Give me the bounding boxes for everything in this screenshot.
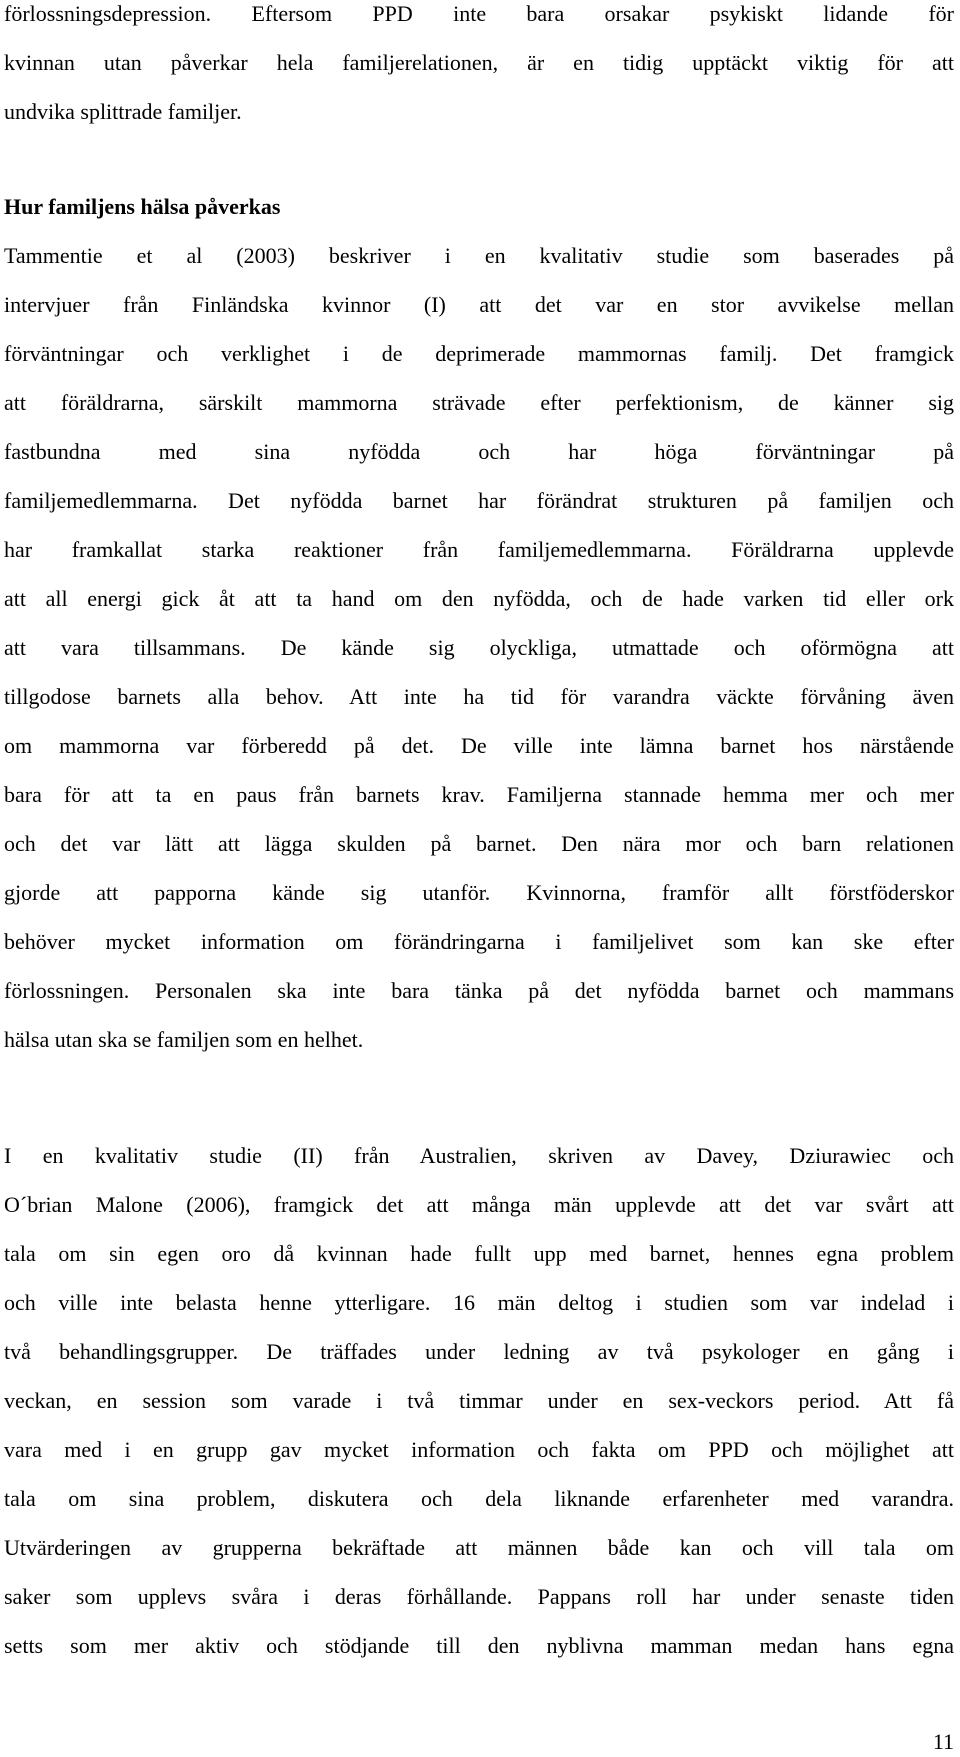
paragraph-intro xyxy=(4,0,954,146)
text-line: veckan, en session som varade i två timmar under en sex-veckors period. Att få xyxy=(4,1388,954,1413)
text-line: gjorde att papporna kände sig utanför. Kvinnorna, framför allt förstföderskor xyxy=(4,880,954,905)
text-line: intervjuer från Finländska kvinnor (I) att det var en stor avvikelse mellan xyxy=(4,292,954,317)
text-line: bara för att ta en paus från barnets krav. Familjerna stannade hemma mer och mer xyxy=(4,782,954,807)
text-line: Utvärderingen av grupperna bekräftade att männen både kan och vill tala om xyxy=(4,1535,954,1560)
text-line: tala om sin egen oro då kvinnan hade fullt upp med barnet, hennes egna problem xyxy=(4,1241,954,1266)
text-line: saker som upplevs svåra i deras förhållande. Pappans roll har under senaste tiden xyxy=(4,1584,954,1609)
text-line: I en kvalitativ studie (II) från Australien, skriven av Davey, Dziurawiec och xyxy=(4,1143,954,1168)
text-line: tala om sina problem, diskutera och dela liknande erfarenheter med varandra. xyxy=(4,1486,954,1511)
paragraph-family-health xyxy=(4,241,954,1074)
text-line: förväntningar och verklighet i de deprimerade mammornas familj. Det framgick xyxy=(4,341,954,366)
text-line: Tammentie et al (2003) beskriver i en kvalitativ studie som baserades på xyxy=(4,243,954,268)
text-line: O´brian Malone (2006), framgick det att många män upplevde att det var svårt att xyxy=(4,1192,954,1217)
text-line: hälsa utan ska se familjen som en helhet. xyxy=(4,1027,364,1052)
text-line: om mammorna var förberedd på det. De ville inte lämna barnet hos närstående xyxy=(4,733,954,758)
text-line: har framkallat starka reaktioner från familjemedlemmarna. Föräldrarna upplevde xyxy=(4,537,954,562)
text-line: tillgodose barnets alla behov. Att inte ha tid för varandra väckte förvåning även xyxy=(4,684,954,709)
text-line: kvinnan utan påverkar hela familjerelationen, är en tidig upptäckt viktig för att xyxy=(4,50,954,75)
text-line: vara med i en grupp gav mycket information och fakta om PPD och möjlighet att xyxy=(4,1437,954,1462)
text-line: förlossningsdepression. Eftersom PPD inte bara orsakar psykiskt lidande för xyxy=(4,1,954,26)
text-line: att föräldrarna, särskilt mammorna strävade efter perfektionism, de känner sig xyxy=(4,390,954,415)
text-line: setts som mer aktiv och stödjande till den nyblivna mamman medan hans egna xyxy=(4,1633,954,1658)
text-line: behöver mycket information om förändringarna i familjelivet som kan ske efter xyxy=(4,929,954,954)
text-line: fastbundna med sina nyfödda och har höga förväntningar på xyxy=(4,439,954,464)
page-number: 11 xyxy=(932,1729,954,1754)
text-line: undvika splittrade familjer. xyxy=(4,99,242,124)
text-line: två behandlingsgrupper. De träffades under ledning av två psykologer en gång i xyxy=(4,1339,954,1364)
text-line: förlossningen. Personalen ska inte bara tänka på det nyfödda barnet och mammans xyxy=(4,978,954,1003)
section-heading: Hur familjens hälsa påverkas xyxy=(4,194,281,219)
text-line: att all energi gick åt att ta hand om den nyfödda, och de hade varken tid eller ork xyxy=(4,586,954,611)
text-line: att vara tillsammans. De kände sig olyckliga, utmattade och oförmögna att xyxy=(4,635,954,660)
paragraph-australian-study xyxy=(4,1141,954,1680)
text-line: och ville inte belasta henne ytterligare. 16 män deltog i studien som var indelad i xyxy=(4,1290,954,1315)
text-line: familjemedlemmarna. Det nyfödda barnet har förändrat strukturen på familjen och xyxy=(4,488,954,513)
text-line: och det var lätt att lägga skulden på barnet. Den nära mor och barn relationen xyxy=(4,831,954,856)
